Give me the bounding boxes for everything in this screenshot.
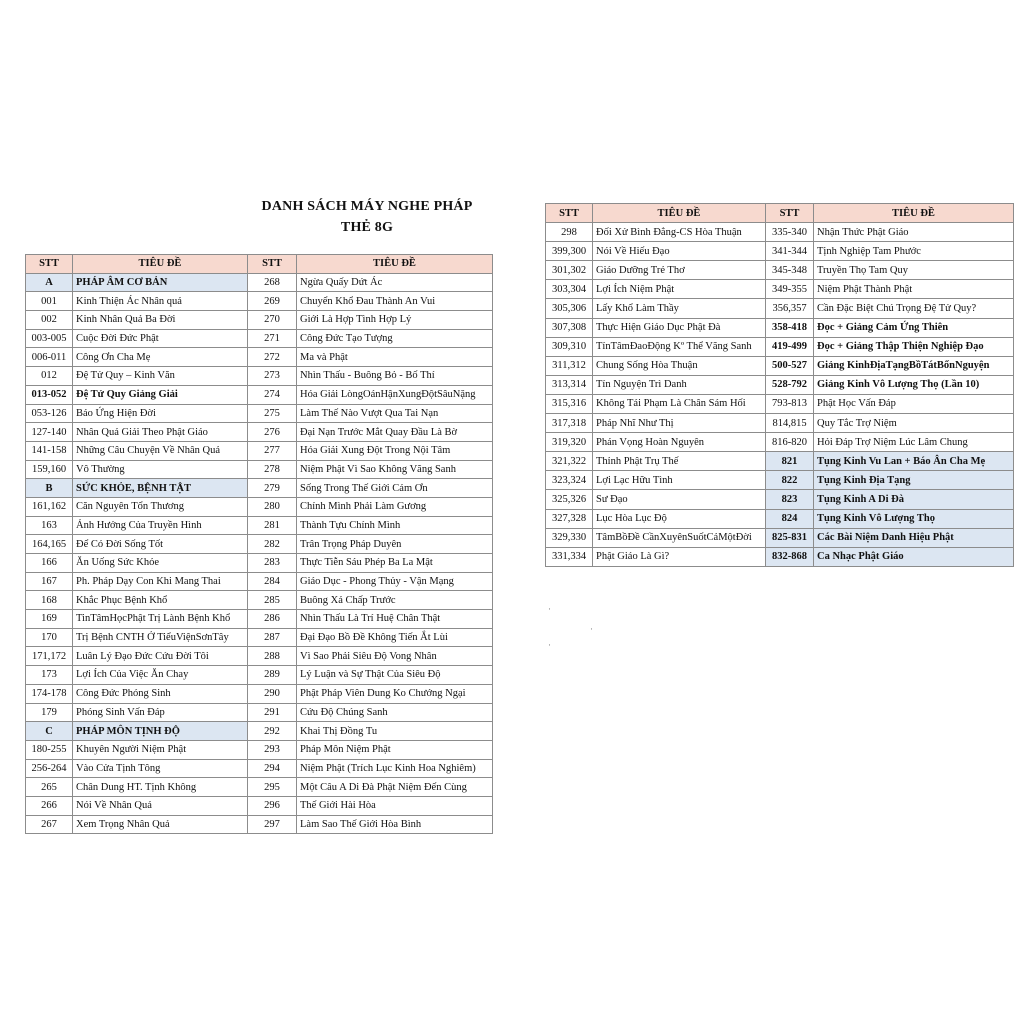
title-cell: Thành Tựu Chính Mình — [297, 516, 493, 535]
title-cell: Giáo Dục - Phong Thủy - Vận Mạng — [297, 572, 493, 591]
title-cell: Quy Tắc Trợ Niệm — [814, 414, 1014, 433]
stt-cell: 170 — [26, 628, 73, 647]
stt-cell: 309,310 — [546, 337, 593, 356]
title-cell: Ph. Pháp Dạy Con Khi Mang Thai — [73, 572, 248, 591]
stt-cell: 331,334 — [546, 547, 593, 566]
title-cell: Niệm Phật (Trích Lục Kinh Hoa Nghiêm) — [297, 759, 493, 778]
stt-cell: 180-255 — [26, 740, 73, 759]
title-cell: Lợi Lạc Hữu Tình — [593, 471, 766, 490]
title-cell: Cần Đặc Biệt Chú Trọng Đệ Tử Quy? — [814, 299, 1014, 318]
table-row — [26, 554, 493, 573]
title-cell: Đối Xử Bình Đẳng-CS Hòa Thuận — [593, 223, 766, 242]
title-cell: Giảng KinhĐịaTạngBồTátBổnNguyện — [814, 356, 1014, 375]
stt-cell: 280 — [248, 497, 297, 516]
table-row — [546, 280, 1014, 299]
table-row — [26, 535, 493, 554]
title-cell: Chung Sống Hòa Thuận — [593, 356, 766, 375]
title-cell: Khai Thị Đồng Tu — [297, 722, 493, 741]
title-cell: TâmBồĐề CầnXuyênSuốtCảMộtĐời — [593, 528, 766, 547]
stt-cell: 294 — [248, 759, 297, 778]
stt-cell: 315,316 — [546, 394, 593, 413]
stt-cell: 816-820 — [766, 433, 814, 452]
table-row — [26, 329, 493, 348]
stt-cell: 277 — [248, 441, 297, 460]
stt-cell: 358-418 — [766, 318, 814, 337]
stt-cell: 528-792 — [766, 375, 814, 394]
stt-cell: 284 — [248, 572, 297, 591]
title-cell: Trị Bệnh CNTH Ở TiểuViệnSơnTây — [73, 628, 248, 647]
table-row — [26, 516, 493, 535]
stt-cell: 002 — [26, 311, 73, 330]
title-cell: Khuyên Người Niệm Phật — [73, 740, 248, 759]
stt-cell: 307,308 — [546, 318, 593, 337]
stt-cell: 824 — [766, 509, 814, 528]
stt-cell: 013-052 — [26, 385, 73, 404]
stt-cell: 012 — [26, 367, 73, 386]
title-cell: TinTâmHọcPhật Trị Lành Bệnh Khổ — [73, 610, 248, 629]
table-row — [546, 394, 1014, 413]
title-cell: Công Đức Tạo Tượng — [297, 329, 493, 348]
table-row — [26, 666, 493, 685]
table-row — [546, 318, 1014, 337]
title-cell: Niệm Phật Thành Phật — [814, 280, 1014, 299]
title-cell: Đệ Tử Quy Giảng Giải — [73, 385, 248, 404]
title-cell: Nhận Thức Phật Giáo — [814, 223, 1014, 242]
title-cell: Phật Học Vấn Đáp — [814, 394, 1014, 413]
title-cell: Thực Tiễn Sáu Phép Ba La Mật — [297, 554, 493, 573]
title-cell: Hóa Giải LòngOánHậnXungĐộtSâuNặng — [297, 385, 493, 404]
title-cell: Lục Hòa Lục Độ — [593, 509, 766, 528]
stt-cell: 161,162 — [26, 497, 73, 516]
stt-cell: 292 — [248, 722, 297, 741]
table-row — [26, 722, 493, 741]
title-cell: Đọc + Giảng Cảm Ứng Thiên — [814, 318, 1014, 337]
stt-cell: 301,302 — [546, 261, 593, 280]
table-row — [26, 610, 493, 629]
stt-cell: 356,357 — [766, 299, 814, 318]
stt-cell: 267 — [26, 815, 73, 834]
stt-cell: 275 — [248, 404, 297, 423]
title-cell: Ca Nhạc Phật Giáo — [814, 547, 1014, 566]
table-row — [546, 356, 1014, 375]
title-cell: Một Câu A Di Đà Phật Niệm Đến Cùng — [297, 778, 493, 797]
stt-cell: 141-158 — [26, 441, 73, 460]
stt-cell: 286 — [248, 610, 297, 629]
table-row — [546, 261, 1014, 280]
table-row — [26, 572, 493, 591]
title-cell: Phật Giáo Là Gì? — [593, 547, 766, 566]
title-cell: Chính Mình Phải Làm Gương — [297, 497, 493, 516]
title-cell: Pháp Môn Niệm Phật — [297, 740, 493, 759]
header-stt: STT — [546, 204, 593, 223]
title-cell: Lấy Khổ Làm Thầy — [593, 299, 766, 318]
title-cell: Không Tái Phạm Là Chân Sám Hối — [593, 394, 766, 413]
table-row — [26, 385, 493, 404]
stt-cell: 823 — [766, 490, 814, 509]
scan-dot: · — [548, 640, 551, 650]
stt-cell: 159,160 — [26, 460, 73, 479]
right-table-body — [546, 223, 1014, 567]
title-cell: Làm Thế Nào Vượt Qua Tai Nạn — [297, 404, 493, 423]
right-table — [545, 203, 1014, 567]
stt-cell: 283 — [248, 554, 297, 573]
stt-cell: 832-868 — [766, 547, 814, 566]
title-cell: TínTâmĐaoĐộng Kº Thể Vãng Sanh — [593, 337, 766, 356]
title-cell: Tụng Kinh Vô Lượng Thọ — [814, 509, 1014, 528]
table-row — [546, 375, 1014, 394]
stt-cell: B — [26, 479, 73, 498]
table-row — [26, 497, 493, 516]
title-cell: Giới Là Hợp Tình Hợp Lý — [297, 311, 493, 330]
title-cell: Ma và Phật — [297, 348, 493, 367]
stt-cell: 297 — [248, 815, 297, 834]
stt-cell: 303,304 — [546, 280, 593, 299]
stt-cell: 281 — [248, 516, 297, 535]
stt-cell: 285 — [248, 591, 297, 610]
table-row — [26, 292, 493, 311]
title-cell: Những Câu Chuyện Về Nhân Quả — [73, 441, 248, 460]
table-row — [546, 337, 1014, 356]
title-cell: Nhân Quả Giải Theo Phật Giáo — [73, 423, 248, 442]
title-cell: Các Bài Niệm Danh Hiệu Phật — [814, 528, 1014, 547]
stt-cell: 295 — [248, 778, 297, 797]
title-cell: Báo Ứng Hiện Đời — [73, 404, 248, 423]
table-row — [546, 223, 1014, 242]
stt-cell: 272 — [248, 348, 297, 367]
title-cell: Cứu Độ Chúng Sanh — [297, 703, 493, 722]
stt-cell: 313,314 — [546, 375, 593, 394]
title-cell: Đại Nạn Trước Mắt Quay Đầu Là Bờ — [297, 423, 493, 442]
title-cell: Để Có Đời Sống Tốt — [73, 535, 248, 554]
table-row — [26, 647, 493, 666]
table-row — [26, 348, 493, 367]
title-cell: Chuyển Khổ Đau Thành An Vui — [297, 292, 493, 311]
stt-cell: 293 — [248, 740, 297, 759]
stt-cell: 268 — [248, 273, 297, 292]
table-row — [546, 547, 1014, 566]
title-cell: Thực Hiện Giáo Dục Phật Đà — [593, 318, 766, 337]
scan-dot: · — [548, 604, 551, 614]
left-table-body — [26, 273, 493, 834]
stt-cell: 500-527 — [766, 356, 814, 375]
title-cell: Ăn Uống Sức Khỏe — [73, 554, 248, 573]
title-cell: Nói Về Hiếu Đạo — [593, 242, 766, 261]
table-row — [546, 509, 1014, 528]
title-cell: Luân Lý Đạo Đức Cứu Đời Tôi — [73, 647, 248, 666]
title-cell: Kinh Thiện Ác Nhân quả — [73, 292, 248, 311]
stt-cell: 327,328 — [546, 509, 593, 528]
title-line-1: DANH SÁCH MÁY NGHE PHÁP — [261, 199, 473, 214]
title-cell: Nhìn Thấu Là Trí Huệ Chân Thật — [297, 610, 493, 629]
title-cell: Hóa Giải Xung Đột Trong Nội Tâm — [297, 441, 493, 460]
title-cell: Làm Sao Thế Giới Hòa Bình — [297, 815, 493, 834]
stt-cell: 296 — [248, 796, 297, 815]
header-title: TIÊU ĐỀ — [814, 204, 1014, 223]
title-cell: Khắc Phục Bệnh Khổ — [73, 591, 248, 610]
stt-cell: 793-813 — [766, 394, 814, 413]
stt-cell: A — [26, 273, 73, 292]
title-cell: Phóng Sinh Vấn Đáp — [73, 703, 248, 722]
table-row — [26, 591, 493, 610]
table-row — [546, 433, 1014, 452]
table-row — [26, 479, 493, 498]
stt-cell: 179 — [26, 703, 73, 722]
table-row — [546, 528, 1014, 547]
stt-cell: 349-355 — [766, 280, 814, 299]
title-cell: Ảnh Hưởng Của Truyền Hình — [73, 516, 248, 535]
stt-cell: 814,815 — [766, 414, 814, 433]
title-cell: Kinh Nhân Quả Ba Đời — [73, 311, 248, 330]
stt-cell: 282 — [248, 535, 297, 554]
stt-cell: 287 — [248, 628, 297, 647]
table-row — [546, 490, 1014, 509]
stt-cell: 311,312 — [546, 356, 593, 375]
title-cell: PHÁP ÂM CƠ BẢN — [73, 273, 248, 292]
table-row — [26, 273, 493, 292]
stt-cell: 174-178 — [26, 684, 73, 703]
stt-cell: 266 — [26, 796, 73, 815]
title-cell: Lý Luận và Sự Thật Của Siêu Độ — [297, 666, 493, 685]
table-row — [26, 796, 493, 815]
stt-cell: 335-340 — [766, 223, 814, 242]
title-cell: Tín Nguyện Trì Danh — [593, 375, 766, 394]
scan-dot: · — [590, 624, 593, 634]
title-cell: Chân Dung HT. Tịnh Không — [73, 778, 248, 797]
stt-cell: 341-344 — [766, 242, 814, 261]
table-row — [26, 759, 493, 778]
table-row — [26, 460, 493, 479]
title-cell: Công Đức Phóng Sinh — [73, 684, 248, 703]
title-cell: Phật Pháp Viên Dung Ko Chướng Ngại — [297, 684, 493, 703]
table-row — [26, 311, 493, 330]
stt-cell: 321,322 — [546, 452, 593, 471]
stt-cell: 305,306 — [546, 299, 593, 318]
stt-cell: 173 — [26, 666, 73, 685]
stt-cell: 166 — [26, 554, 73, 573]
title-cell: Buông Xả Chấp Trước — [297, 591, 493, 610]
table-row — [26, 441, 493, 460]
stt-cell: 825-831 — [766, 528, 814, 547]
table-row — [546, 299, 1014, 318]
title-cell: Căn Nguyên Tổn Thương — [73, 497, 248, 516]
stt-cell: 317,318 — [546, 414, 593, 433]
stt-cell: 298 — [546, 223, 593, 242]
stt-cell: 319,320 — [546, 433, 593, 452]
table-header-row — [546, 204, 1014, 223]
stt-cell: 271 — [248, 329, 297, 348]
table-row — [546, 471, 1014, 490]
stt-cell: 419-499 — [766, 337, 814, 356]
stt-cell: 289 — [248, 666, 297, 685]
title-cell: Vô Thường — [73, 460, 248, 479]
table-row — [26, 367, 493, 386]
title-cell: Giảng Kinh Vô Lượng Thọ (Lần 10) — [814, 375, 1014, 394]
title-cell: Phán Vọng Hoàn Nguyên — [593, 433, 766, 452]
stt-cell: 256-264 — [26, 759, 73, 778]
stt-cell: 269 — [248, 292, 297, 311]
stt-cell: 822 — [766, 471, 814, 490]
stt-cell: 323,324 — [546, 471, 593, 490]
stt-cell: 167 — [26, 572, 73, 591]
title-cell: Pháp Nhĩ Như Thị — [593, 414, 766, 433]
stt-cell: 291 — [248, 703, 297, 722]
title-cell: Tụng Kinh Vu Lan + Báo Ân Cha Mẹ — [814, 452, 1014, 471]
left-table — [25, 254, 493, 834]
title-cell: Đệ Tử Quy – Kinh Văn — [73, 367, 248, 386]
table-row — [546, 452, 1014, 471]
stt-cell: 273 — [248, 367, 297, 386]
title-cell: Cuộc Đời Đức Phật — [73, 329, 248, 348]
title-line-2: THẺ 8G — [340, 220, 394, 235]
header-stt: STT — [766, 204, 814, 223]
stt-cell: 163 — [26, 516, 73, 535]
stt-cell: 053-126 — [26, 404, 73, 423]
title-cell: Trân Trọng Pháp Duyên — [297, 535, 493, 554]
title-cell: Nói Về Nhân Quả — [73, 796, 248, 815]
title-cell: Tịnh Nghiệp Tam Phước — [814, 242, 1014, 261]
stt-cell: C — [26, 722, 73, 741]
stt-cell: 270 — [248, 311, 297, 330]
title-cell: Giáo Dưỡng Trẻ Thơ — [593, 261, 766, 280]
title-cell: Niệm Phật Vì Sao Không Vãng Sanh — [297, 460, 493, 479]
table-row — [26, 684, 493, 703]
stt-cell: 278 — [248, 460, 297, 479]
title-cell: Nhìn Thấu - Buông Bỏ - Bố Thí — [297, 367, 493, 386]
title-cell: Thế Giới Hài Hòa — [297, 796, 493, 815]
stt-cell: 168 — [26, 591, 73, 610]
title-cell: Vì Sao Phải Siêu Độ Vong Nhân — [297, 647, 493, 666]
title-cell: Thỉnh Phật Trụ Thế — [593, 452, 766, 471]
title-cell: Tụng Kinh Địa Tạng — [814, 471, 1014, 490]
title-cell: Sống Trong Thế Giới Cảm Ơn — [297, 479, 493, 498]
stt-cell: 325,326 — [546, 490, 593, 509]
header-title: TIÊU ĐỀ — [73, 255, 248, 274]
header-title: TIÊU ĐỀ — [593, 204, 766, 223]
table-row — [26, 423, 493, 442]
stt-cell: 821 — [766, 452, 814, 471]
stt-cell: 279 — [248, 479, 297, 498]
table-row — [26, 703, 493, 722]
table-header-row — [26, 255, 493, 274]
title-cell: Công Ơn Cha Mẹ — [73, 348, 248, 367]
table-row — [26, 740, 493, 759]
stt-cell: 164,165 — [26, 535, 73, 554]
title-cell: Hỏi Đáp Trợ Niệm Lúc Lâm Chung — [814, 433, 1014, 452]
title-cell: Đọc + Giảng Thập Thiện Nghiệp Đạo — [814, 337, 1014, 356]
title-cell: Vào Cửa Tịnh Tông — [73, 759, 248, 778]
stt-cell: 006-011 — [26, 348, 73, 367]
stt-cell: 265 — [26, 778, 73, 797]
document-title — [248, 196, 486, 238]
table-row — [26, 404, 493, 423]
stt-cell: 169 — [26, 610, 73, 629]
stt-cell: 001 — [26, 292, 73, 311]
stt-cell: 345-348 — [766, 261, 814, 280]
stt-cell: 288 — [248, 647, 297, 666]
stt-cell: 399,300 — [546, 242, 593, 261]
title-cell: Lợi Ích Của Việc Ăn Chay — [73, 666, 248, 685]
header-stt: STT — [248, 255, 297, 274]
title-cell: Sư Đạo — [593, 490, 766, 509]
header-stt: STT — [26, 255, 73, 274]
table-row — [546, 414, 1014, 433]
header-title: TIÊU ĐỀ — [297, 255, 493, 274]
title-cell: Tụng Kinh A Di Đà — [814, 490, 1014, 509]
table-row — [26, 628, 493, 647]
stt-cell: 276 — [248, 423, 297, 442]
stt-cell: 329,330 — [546, 528, 593, 547]
title-cell: Lợi Ích Niệm Phật — [593, 280, 766, 299]
stt-cell: 290 — [248, 684, 297, 703]
stt-cell: 171,172 — [26, 647, 73, 666]
title-cell: Đại Đạo Bồ Đề Không Tiến Ắt Lùi — [297, 628, 493, 647]
title-cell: Xem Trọng Nhân Quả — [73, 815, 248, 834]
stt-cell: 127-140 — [26, 423, 73, 442]
table-row — [546, 242, 1014, 261]
title-cell: Truyền Thọ Tam Quy — [814, 261, 1014, 280]
table-row — [26, 778, 493, 797]
title-cell: SỨC KHỎE, BỆNH TẬT — [73, 479, 248, 498]
stt-cell: 003-005 — [26, 329, 73, 348]
title-cell: Ngừa Quấy Dứt Ác — [297, 273, 493, 292]
title-cell: PHÁP MÔN TỊNH ĐỘ — [73, 722, 248, 741]
stt-cell: 274 — [248, 385, 297, 404]
table-row — [26, 815, 493, 834]
